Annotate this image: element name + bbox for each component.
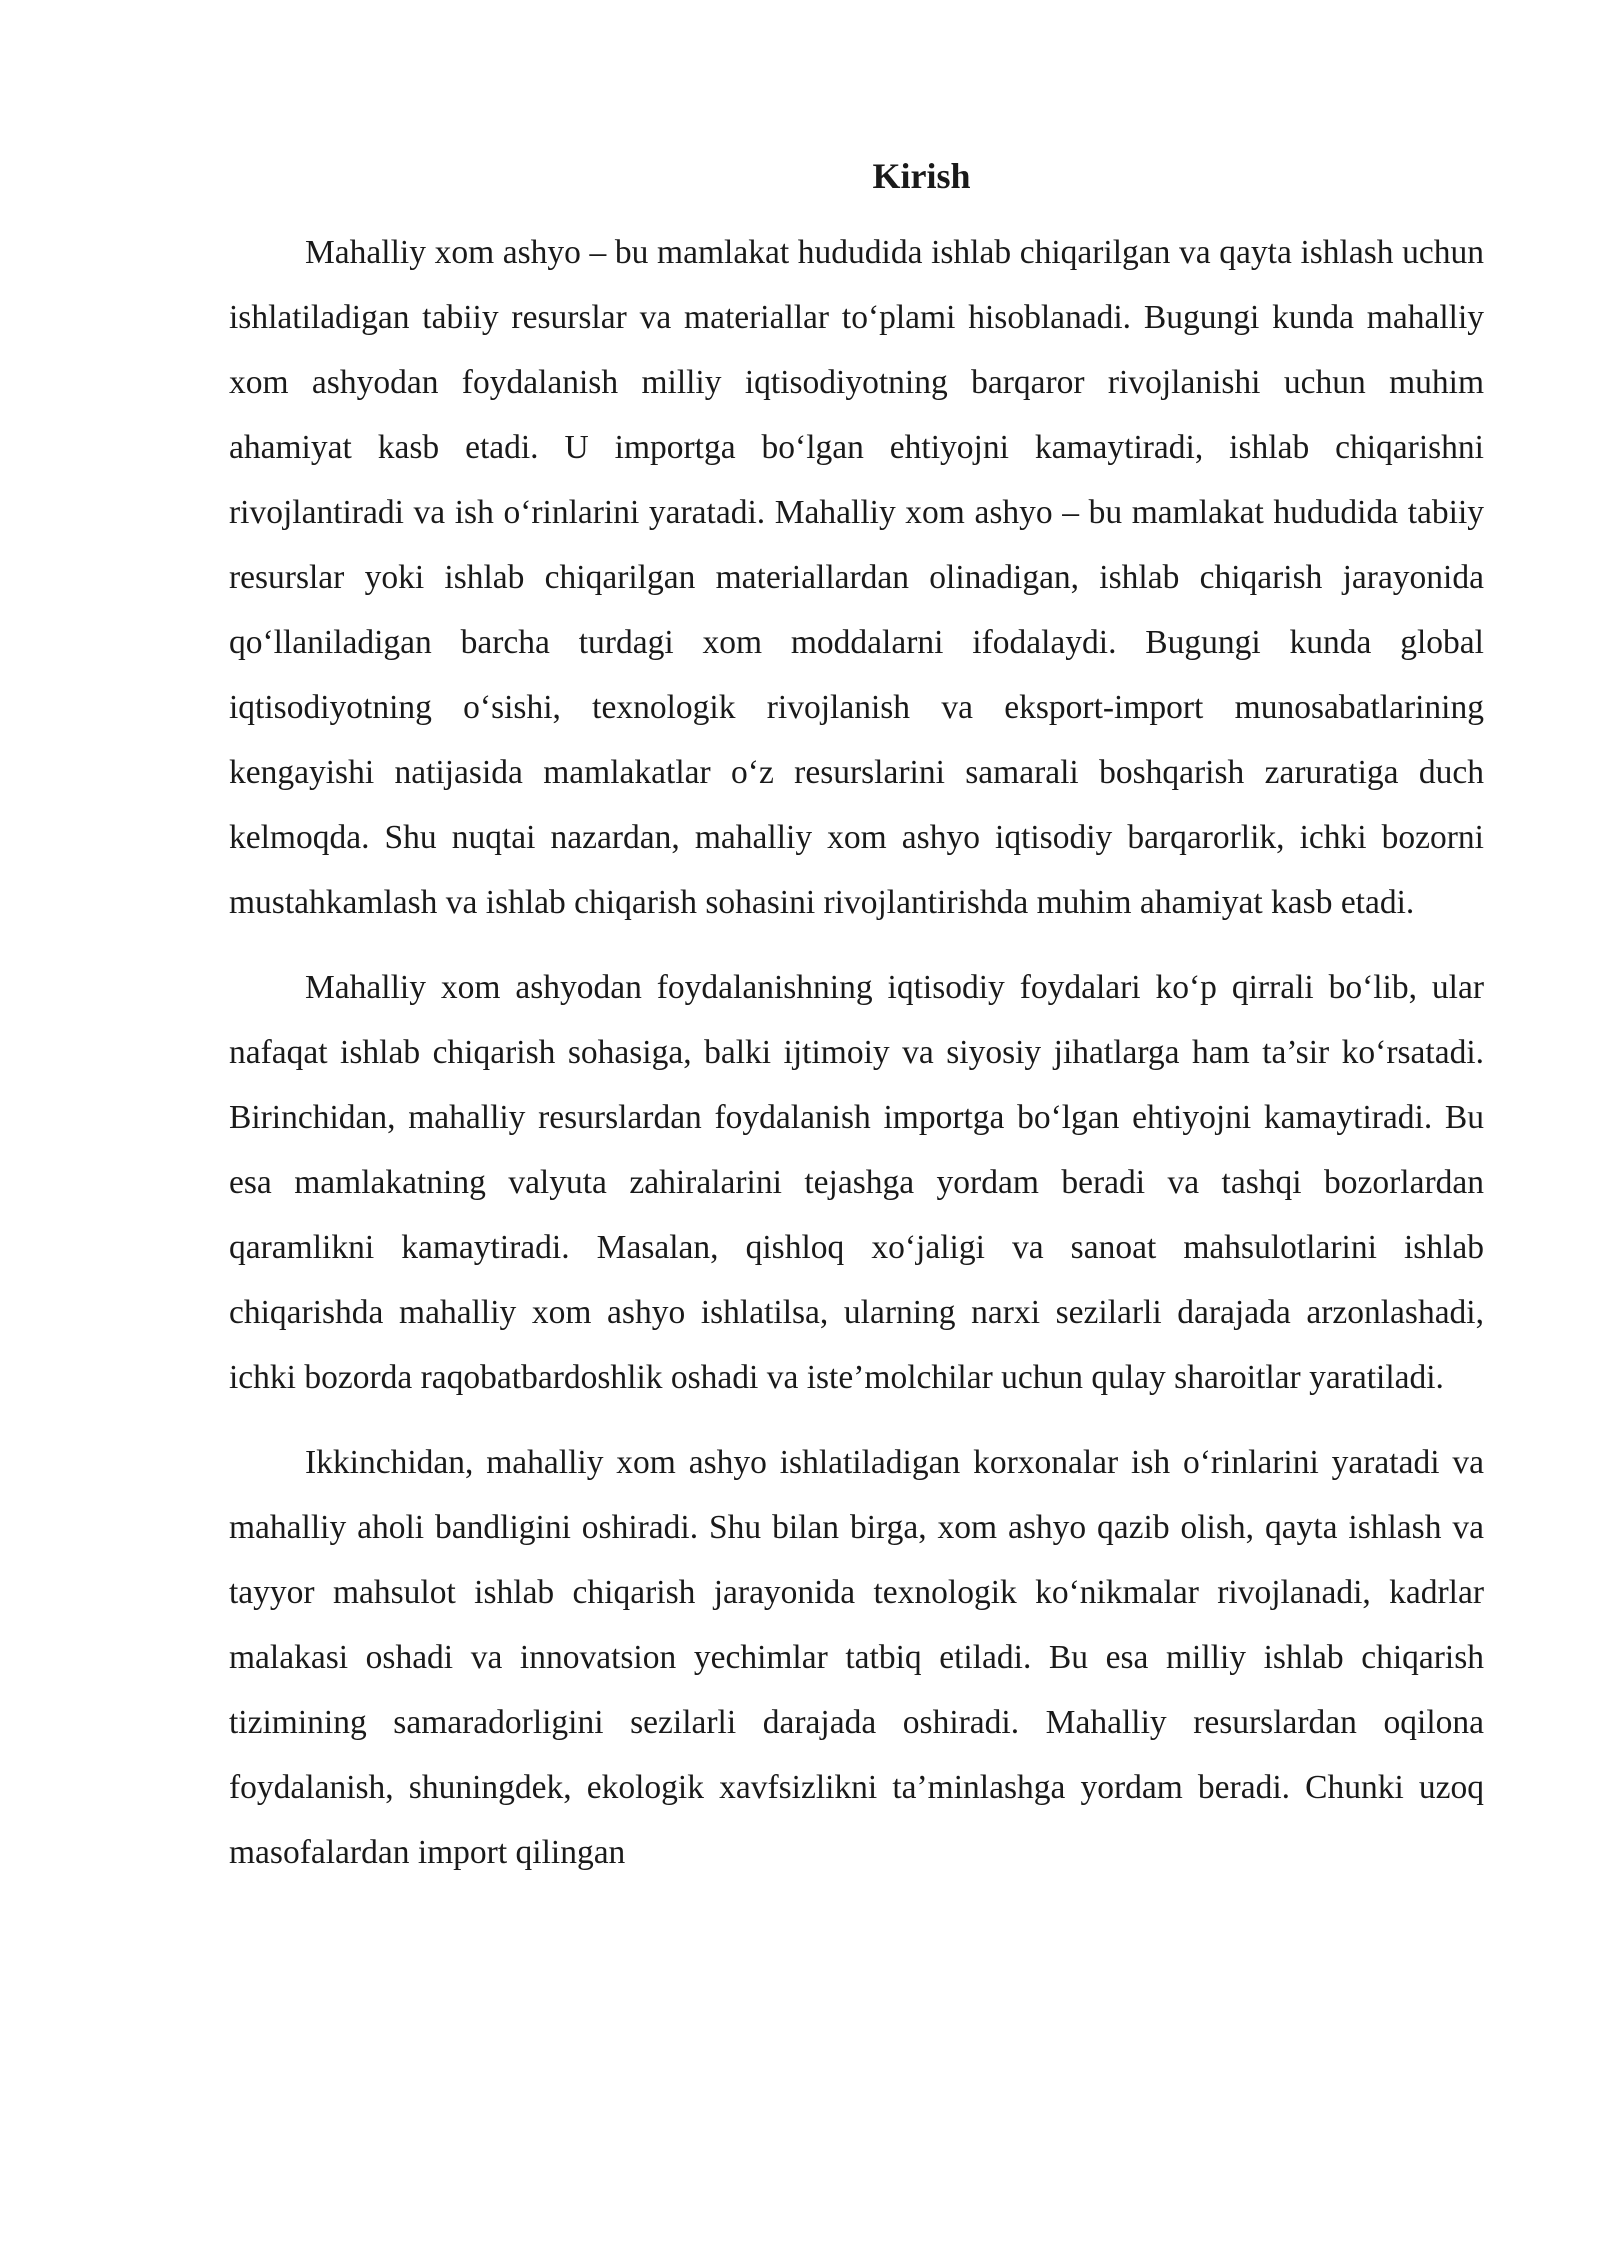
document-body xyxy=(229,148,1484,1905)
paragraph-2: Mahalliy xom ashyodan foydalanishning iqtisodiy foydalari ko‘p qirrali bo‘lib, ular nafaqat ishlab chiqarish sohasiga, balki ijtimoiy va siyosiy jihatlarga ham ta’sir ko‘rsatadi. Birinchidan, mahalliy resurslardan foydalanish importga bo‘lgan ehtiyojni kamaytiradi. Bu esa mamlakatning valyuta zahiralarini tejashga yordam beradi va tashqi bozorlardan qaramlikni kamaytiradi. Masalan, qishloq xo‘jaligi va sanoat mahsulotlarini ishlab chiqarishda mahalliy xom ashyo ishlatilsa, ularning narxi sezilarli darajada arzonlashadi, ichki bozorda raqobatbardoshlik oshadi va iste’molchilar uchun qulay sharoitlar yaratiladi. xyxy=(229,969,1484,1396)
page-title: Kirish xyxy=(872,156,971,196)
paragraph-3: Ikkinchidan, mahalliy xom ashyo ishlatiladigan korxonalar ish o‘rinlarini yaratadi va mahalliy aholi bandligini oshiradi. Shu bilan birga, xom ashyo qazib olish, qayta ishlash va tayyor mahsulot ishlab chiqarish jarayonida texnologik ko‘nikmalar rivojlanadi, kadrlar malakasi oshadi va innovatsion yechimlar tatbiq etiladi. Bu esa milliy ishlab chiqarish tizimining samaradorligini sezilarli darajada oshiradi. Mahalliy resurslardan oqilona foydalanish, shuningdek, ekologik xavfsizlikni ta’minlashga yordam beradi. Chunki uzoq masofalardan import qilingan xyxy=(229,1444,1484,1871)
paragraph-1: Mahalliy xom ashyo – bu mamlakat hududida ishlab chiqarilgan va qayta ishlash uchun ishlatiladigan tabiiy resurslar va materiallar to‘plami hisoblanadi. Bugungi kunda mahalliy xom ashyodan foydalanish milliy iqtisodiyotning barqaror rivojlanishi uchun muhim ahamiyat kasb etadi. U importga bo‘lgan ehtiyojni kamaytiradi, ishlab chiqarishni rivojlantiradi va ish o‘rinlarini yaratadi. Mahalliy xom ashyo – bu mamlakat hududida tabiiy resurslar yoki ishlab chiqarilgan materiallardan olinadigan, ishlab chiqarish jarayonida qo‘llaniladigan barcha turdagi xom moddalarni ifodalaydi. Bugungi kunda global iqtisodiyotning o‘sishi, texnologik rivojlanish va eksport-import munosabatlarining kengayishi natijasida mamlakatlar o‘z resurslarini samarali boshqarish zaruratiga duch kelmoqda. Shu nuqtai nazardan, mahalliy xom ashyo iqtisodiy barqarorlik, ichki bozorni mustahkamlash va ishlab chiqarish sohasini rivojlantirishda muhim ahamiyat kasb etadi. xyxy=(229,234,1484,921)
